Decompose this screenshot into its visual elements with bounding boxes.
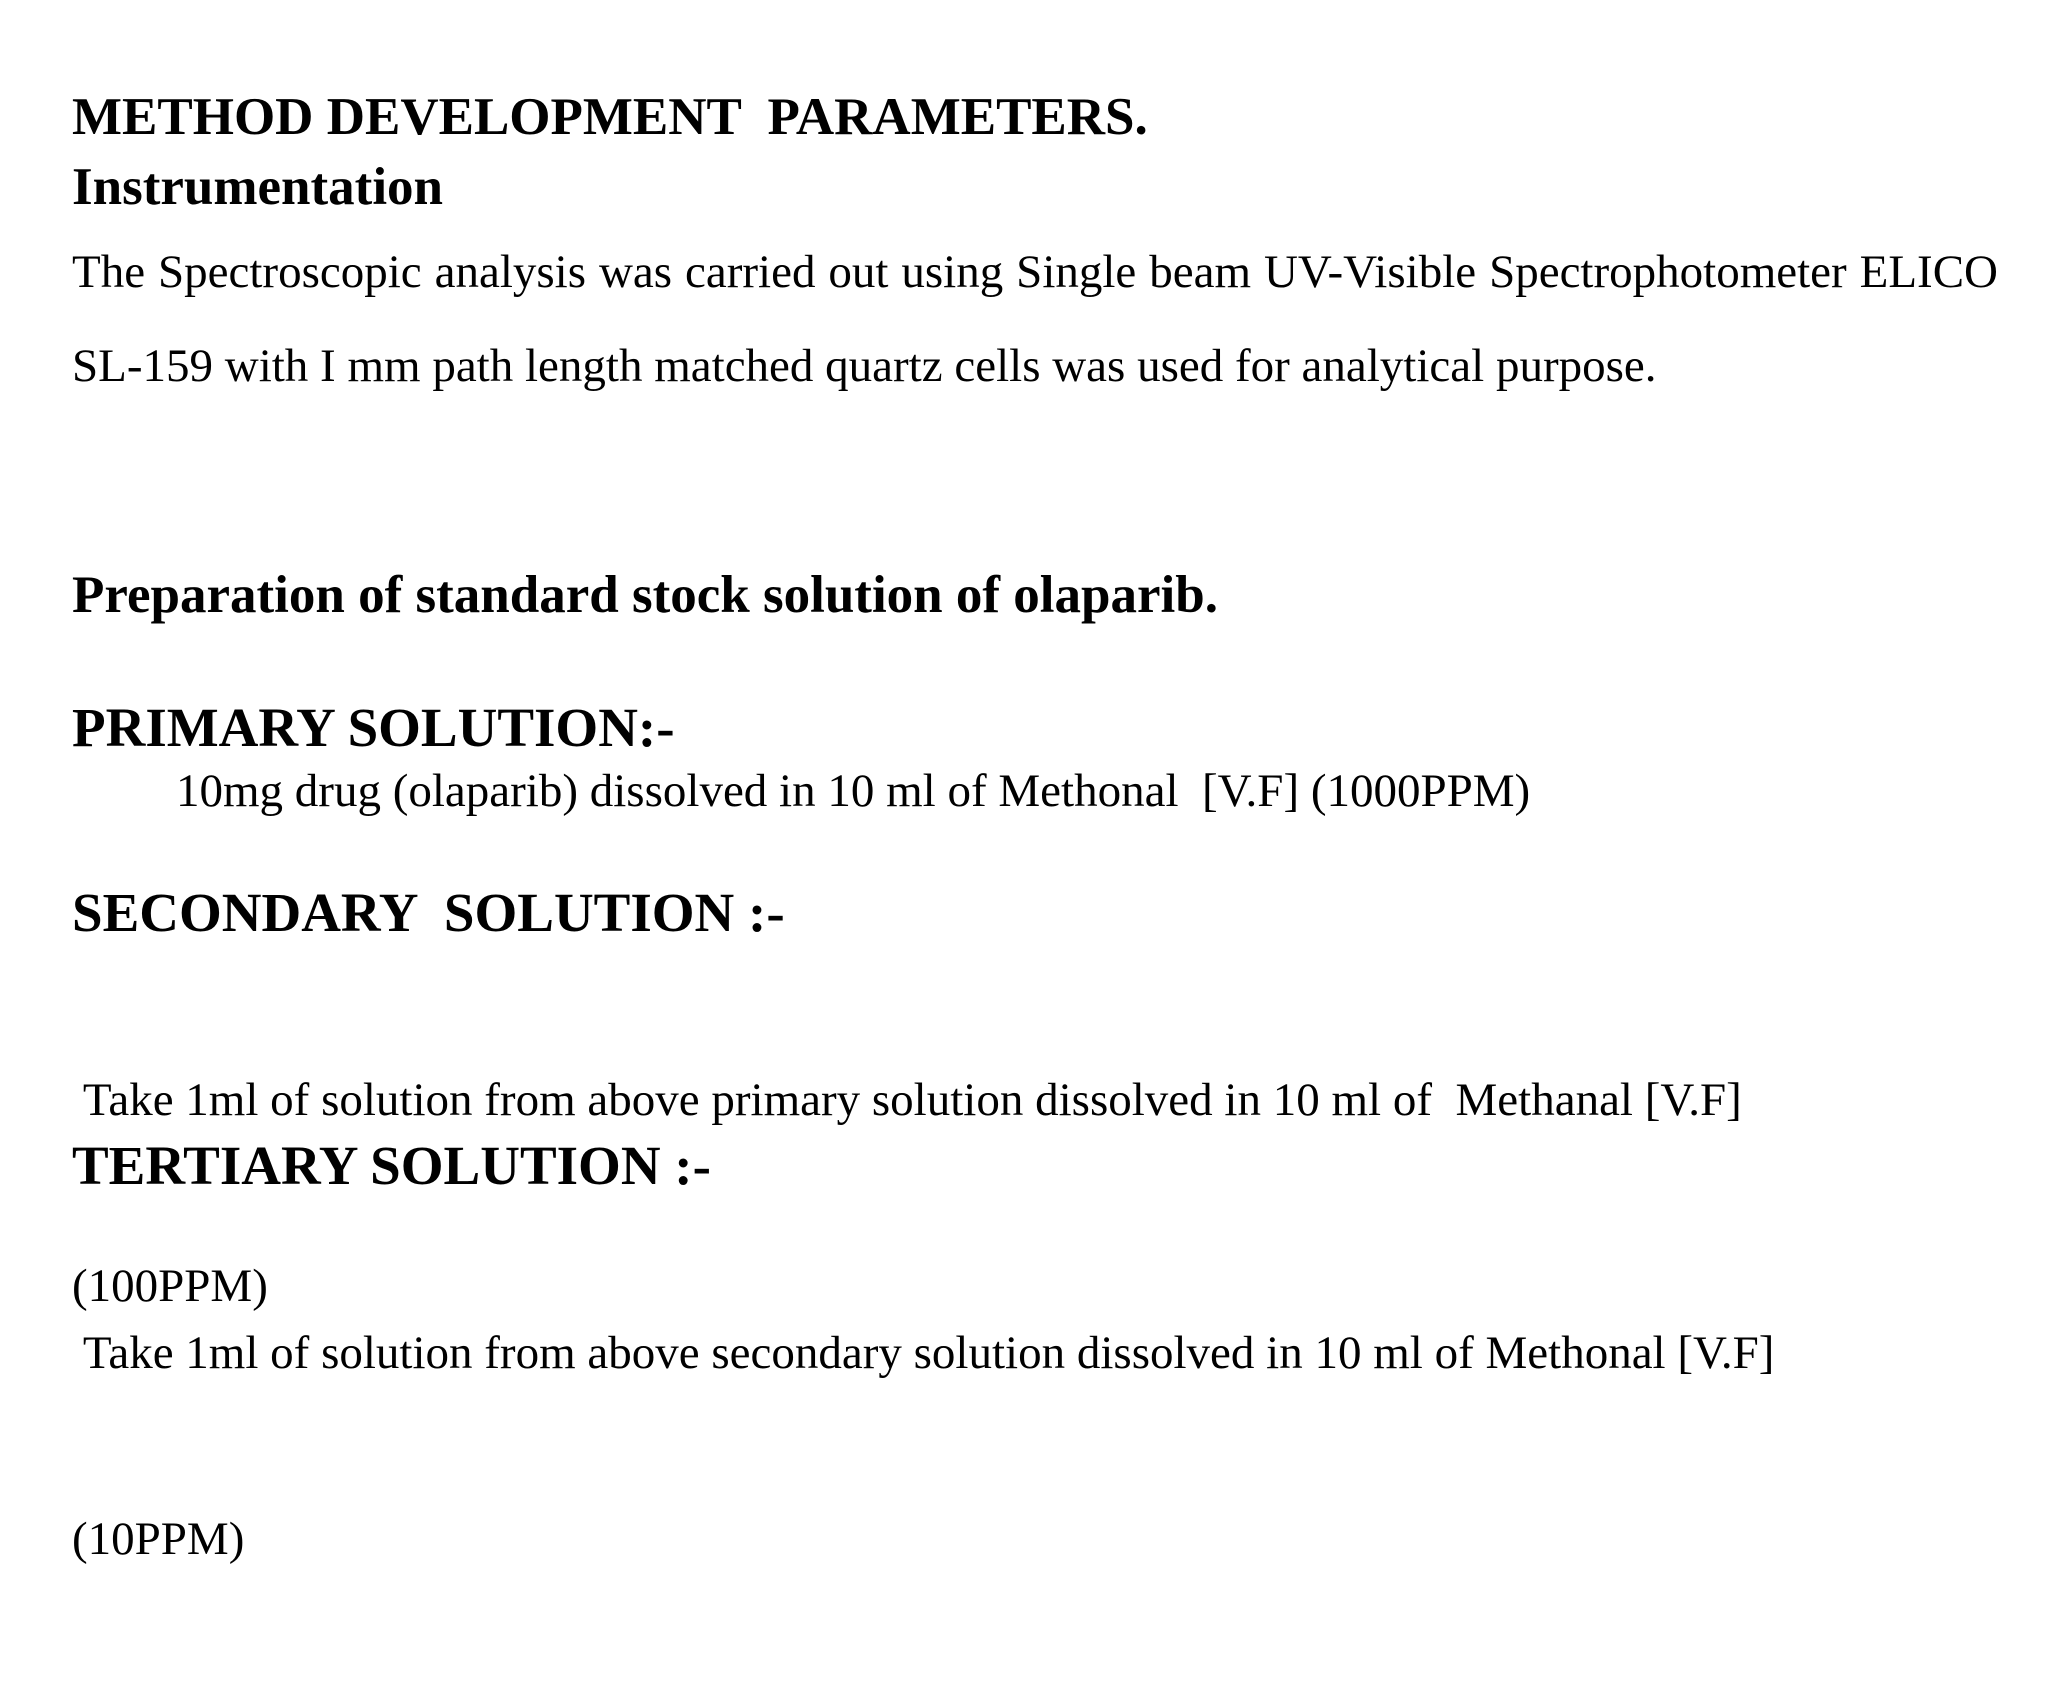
section-title-instrumentation: Instrumentation: [72, 158, 444, 216]
secondary-solution-line-1: Take 1ml of solution from above primary solution dissolved in 10 ml of Methanal [V.F]: [72, 1074, 1742, 1126]
primary-solution-heading: PRIMARY SOLUTION:-: [72, 697, 675, 758]
tertiary-solution-heading: TERTIARY SOLUTION :-: [72, 1135, 711, 1196]
tertiary-solution-line-2: (10PPM): [72, 1513, 245, 1565]
primary-solution-text: 10mg drug (olaparib) dissolved in 10 ml of Methonal [V.F] (1000PPM): [176, 765, 1531, 817]
tertiary-solution-text: [72, 1198, 1774, 1694]
slide-title: METHOD DEVELOPMENT PARAMETERS.: [72, 88, 1148, 146]
preparation-heading: Preparation of standard stock solution of olaparib.: [72, 566, 1218, 624]
tertiary-solution-line-1: Take 1ml of solution from above secondary solution dissolved in 10 ml of Methonal [V.F]: [72, 1327, 1775, 1379]
instrumentation-paragraph: The Spectroscopic analysis was carried out using Single beam UV-Visible Spectrophotometer ELICO SL-159 with I mm path length matched quartz cells was used for analytical purpose.: [72, 246, 1998, 392]
secondary-solution-line-2: (100PPM): [72, 1260, 268, 1312]
secondary-solution-heading: SECONDARY SOLUTION :-: [72, 882, 785, 943]
